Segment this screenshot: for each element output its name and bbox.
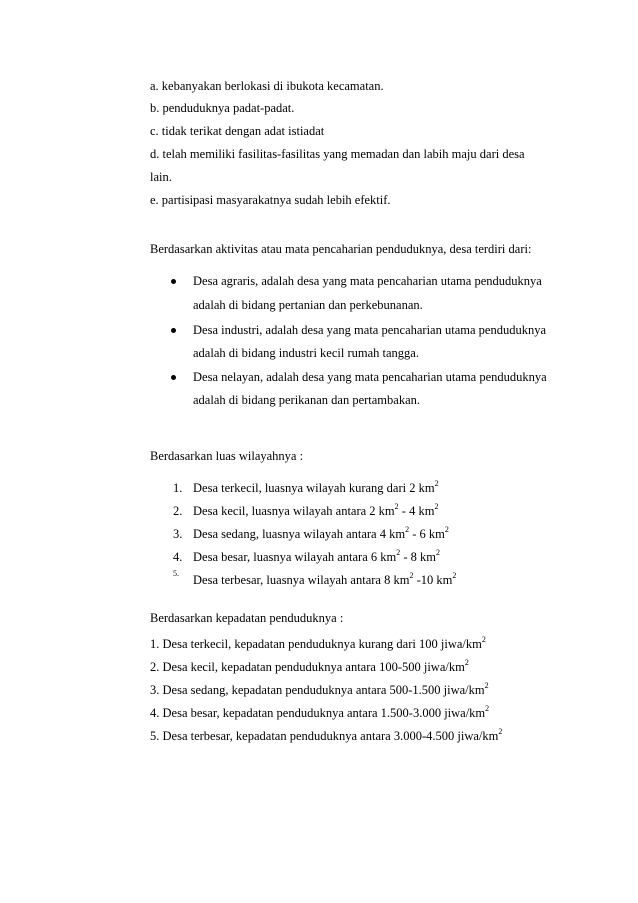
aktivitas-item-line1: Desa industri, adalah desa yang mata pencaharian utama penduduknya — [193, 323, 546, 337]
luas-item-text: Desa besar, luasnya wilayah antara 6 $km^2 - 8$ $km^2$ — [193, 548, 441, 564]
kepadatan-item: 3. Desa sedang, kepadatan penduduknya antara 500-1.500 jiwa/$km^2$ — [150, 681, 489, 697]
luas-item-text: Desa terbesar, luasnya wilayah antara 8 $km^2$ -10 $km^2$ — [193, 571, 457, 587]
bullet-icon — [171, 328, 176, 333]
luas-item-number: 1. — [173, 481, 183, 495]
kepadatan-heading: Berdasarkan kepadatan penduduknya : — [150, 611, 344, 625]
aktivitas-item-line2: adalah di bidang pertanian dan perkebunanan. — [193, 298, 423, 312]
luas-item-number: 3. — [173, 527, 183, 541]
kepadatan-item: 1. Desa terkecil, kepadatan penduduknya kurang dari 100 jiwa/$km^2$ — [150, 635, 486, 651]
kepadatan-item: 2. Desa kecil, kepadatan penduduknya antara 100-500 jiwa/$km^2$ — [150, 658, 469, 674]
luas-item-number: 5. — [173, 569, 179, 578]
aktivitas-heading: Berdasarkan aktivitas atau mata pencaharian penduduknya, desa terdiri dari: — [150, 242, 532, 256]
luas-item-number: 2. — [173, 504, 183, 518]
aktivitas-item-line2: adalah di bidang industri kecil rumah tangga. — [193, 346, 419, 360]
intro-item-e: e. partisipasi masyarakatnya sudah lebih efektif. — [150, 193, 391, 207]
luas-item-text: Desa terkecil, luasnya wilayah kurang dari 2 $km^2$ — [193, 479, 439, 495]
bullet-icon — [171, 279, 176, 284]
intro-item-d: d. telah memiliki fasilitas-fasilitas yang memadan dan labih maju dari desa — [150, 147, 525, 161]
bullet-icon — [171, 375, 176, 380]
kepadatan-item: 4. Desa besar, kepadatan penduduknya antara 1.500-3.000 jiwa/$km^2$ — [150, 704, 490, 720]
luas-heading: Berdasarkan luas wilayahnya : — [150, 449, 304, 463]
luas-item-text: Desa sedang, luasnya wilayah antara 4 $km^2 - 6$ $km^2$ — [193, 525, 449, 541]
kepadatan-item: 5. Desa terbesar, kepadatan penduduknya antara 3.000-4.500 jiwa/$km^2$ — [150, 727, 503, 743]
intro-item-c: c. tidak terikat dengan adat istiadat — [150, 124, 325, 138]
luas-item-text: Desa kecil, luasnya wilayah antara 2 $km^2 - 4$ $km^2$ — [193, 502, 439, 518]
intro-item-d-cont: lain. — [150, 170, 172, 184]
aktivitas-item-line1: Desa nelayan, adalah desa yang mata pencaharian utama penduduknya — [193, 370, 547, 384]
intro-item-b: b. penduduknya padat-padat. — [150, 101, 295, 115]
aktivitas-item-line2: adalah di bidang perikanan dan pertambakan. — [193, 393, 420, 407]
aktivitas-item-line1: Desa agraris, adalah desa yang mata pencaharian utama penduduknya — [193, 274, 542, 288]
luas-item-number: 4. — [173, 550, 183, 564]
intro-item-a: a. kebanyakan berlokasi di ibukota kecamatan. — [150, 79, 384, 93]
